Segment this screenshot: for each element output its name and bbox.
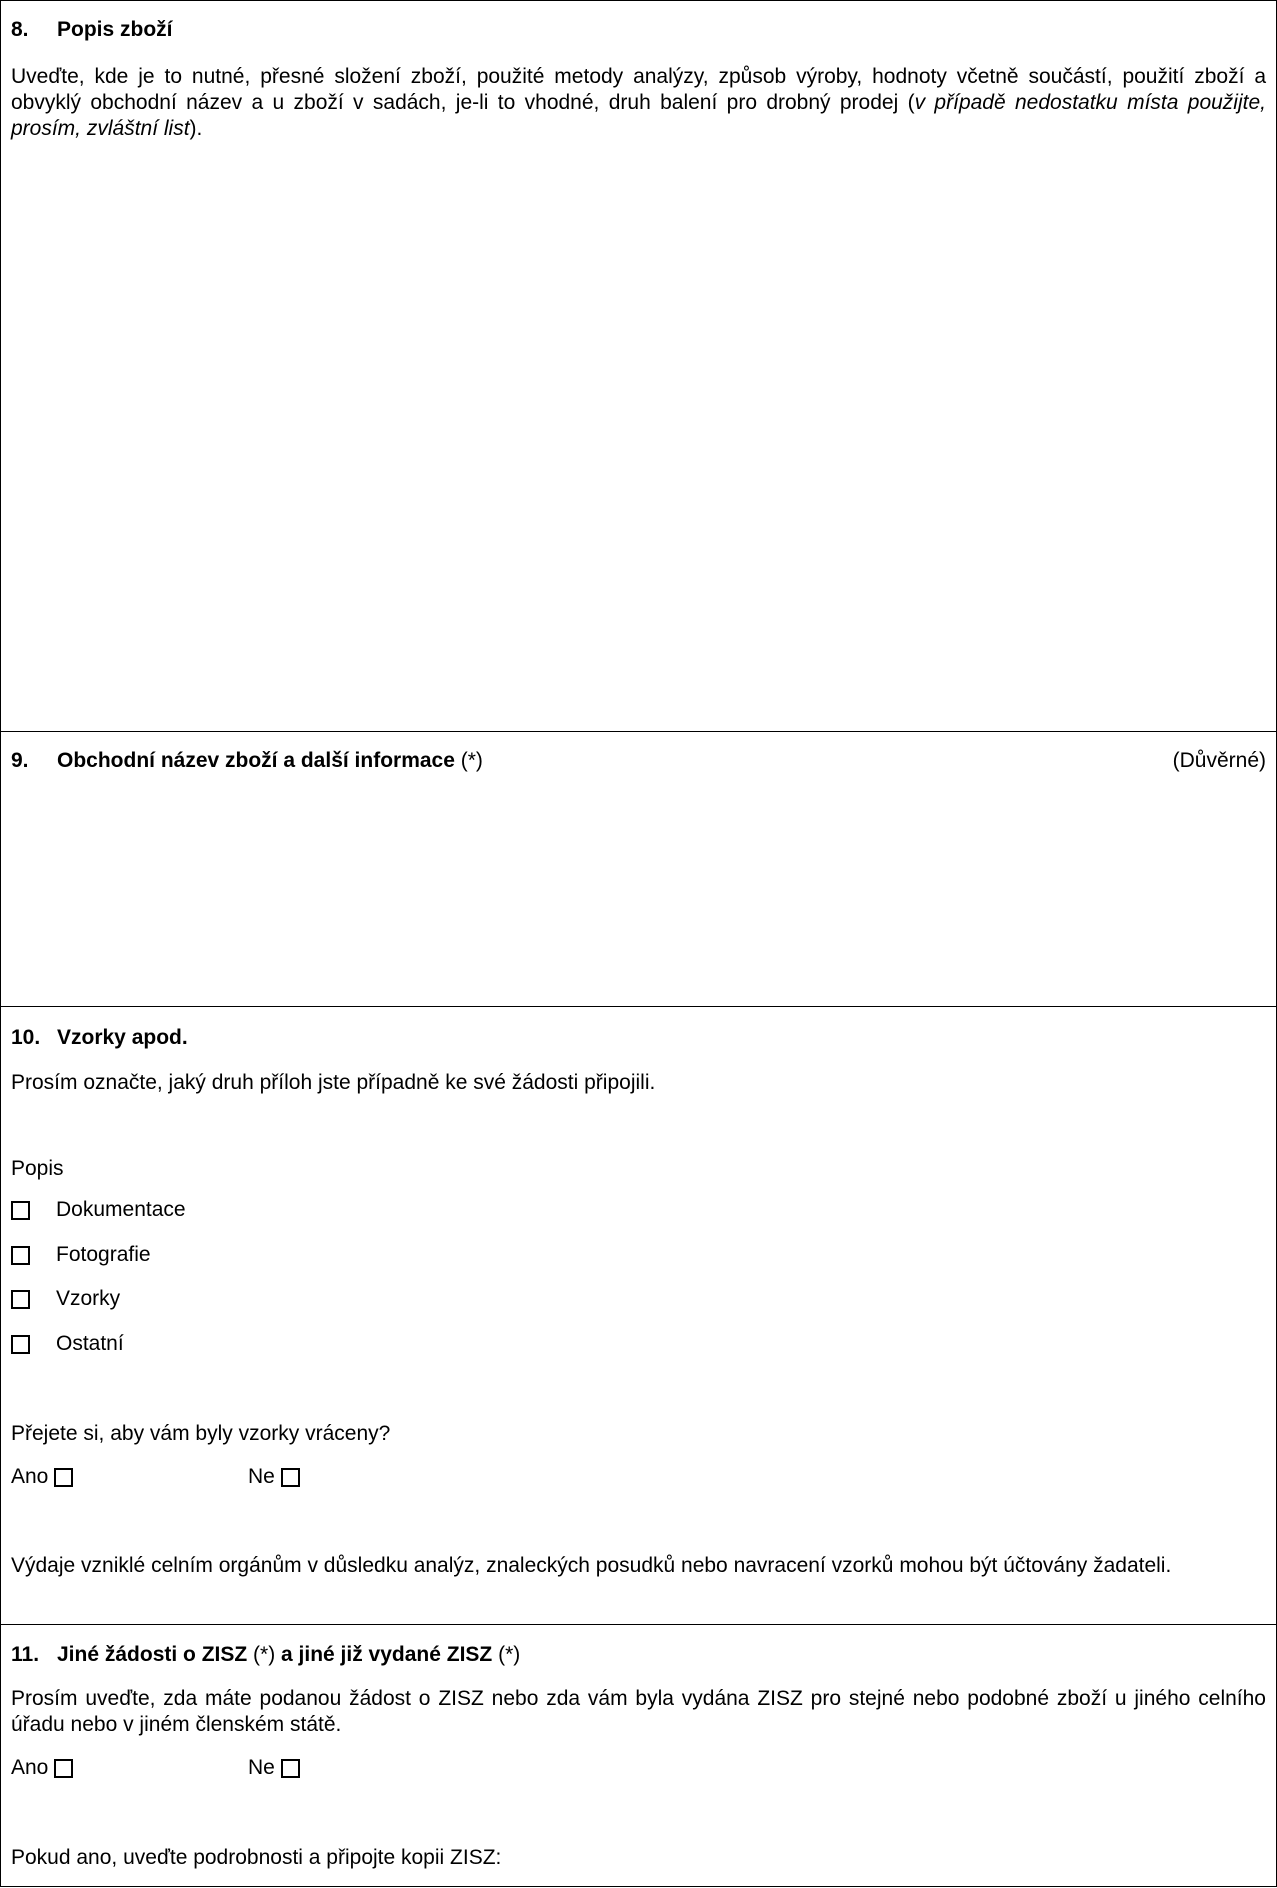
- trade-name-area[interactable]: [11, 792, 1266, 996]
- costs-note: Výdaje vzniklé celním orgánům v důsledku analýz, znaleckých posudků nebo navracení vzorků mohou být účtovány žadateli.: [11, 1554, 1172, 1577]
- section-number: 8.: [11, 18, 29, 41]
- section-title: Popis zboží: [57, 18, 173, 41]
- section-number: 9.: [11, 749, 29, 772]
- section-title: Obchodní název zboží a další informace: [57, 749, 455, 772]
- goods-description-area[interactable]: [11, 131, 1266, 721]
- yes-checkbox[interactable]: [54, 1759, 73, 1778]
- section-title: Vzorky apod.: [57, 1026, 188, 1049]
- section-10-heading: [11, 1025, 1266, 1051]
- checkbox[interactable]: [11, 1201, 30, 1220]
- section-9-heading: 9. Obchodní název zboží a další informace (*) (Důvěrné): [11, 749, 1266, 772]
- checkbox[interactable]: [11, 1335, 30, 1354]
- attachment-vzorky[interactable]: Vzorky: [11, 1286, 120, 1312]
- other-bti-yes-option[interactable]: Ano: [11, 1755, 73, 1781]
- section-number: 10.: [11, 1026, 41, 1049]
- checkbox[interactable]: [11, 1246, 30, 1265]
- section-11-heading: 11. Jiné žádosti o ZISZ (*) a jiné již vydané ZISZ (*): [11, 1643, 521, 1666]
- samples-intro: Prosím označte, jaký druh příloh jste případně ke své žádosti připojili.: [11, 1071, 656, 1094]
- yes-checkbox[interactable]: [54, 1468, 73, 1487]
- section-11-other-bti: [1, 1624, 1276, 1888]
- section-title-part2: a jiné již vydané ZISZ: [281, 1643, 493, 1666]
- checkbox[interactable]: [11, 1290, 30, 1309]
- section-8-instructions: Uveďte, kde je to nutné, přesné složení zboží, použité metody analýzy, způsob výroby, hodnoty včetně součástí, použití zboží a obvyklý obchodní název a u zboží v sadách, je-li to vhodné, druh balení pro drobný prodej (v případě nedostatku místa použijte, prosím, zvláštní list).: [11, 65, 1266, 140]
- section-8-goods-description: [1, 1, 1276, 731]
- return-samples-question: Přejete si, aby vám byly vzorky vráceny?: [11, 1422, 391, 1445]
- no-checkbox[interactable]: [281, 1468, 300, 1487]
- confidential-label: (Důvěrné): [1172, 749, 1266, 772]
- section-9-trade-name: [1, 731, 1276, 1006]
- section-8-heading: [11, 17, 1266, 43]
- no-checkbox[interactable]: [281, 1759, 300, 1778]
- attachment-dokumentace[interactable]: Dokumentace: [11, 1197, 186, 1223]
- section-10-samples: [1, 1006, 1276, 1624]
- section-title-part1: Jiné žádosti o ZISZ: [57, 1643, 248, 1666]
- other-bti-intro: Prosím uveďte, zda máte podanou žádost o ZISZ nebo zda vám byla vydána ZISZ pro stejné nebo podobné zboží u jiného celního úřadu nebo v jiném členském státě.: [11, 1687, 1266, 1736]
- other-bti-details-label: Pokud ano, uveďte podrobnosti a připojte kopii ZISZ:: [11, 1846, 502, 1869]
- section-number: 11.: [11, 1643, 40, 1666]
- attachment-fotografie[interactable]: Fotografie: [11, 1242, 151, 1268]
- return-no-option[interactable]: Ne: [248, 1464, 300, 1490]
- other-bti-no-option[interactable]: Ne: [248, 1755, 300, 1781]
- popis-label: Popis: [11, 1157, 64, 1180]
- attachment-ostatni[interactable]: Ostatní: [11, 1331, 124, 1357]
- return-yes-option[interactable]: Ano: [11, 1464, 73, 1490]
